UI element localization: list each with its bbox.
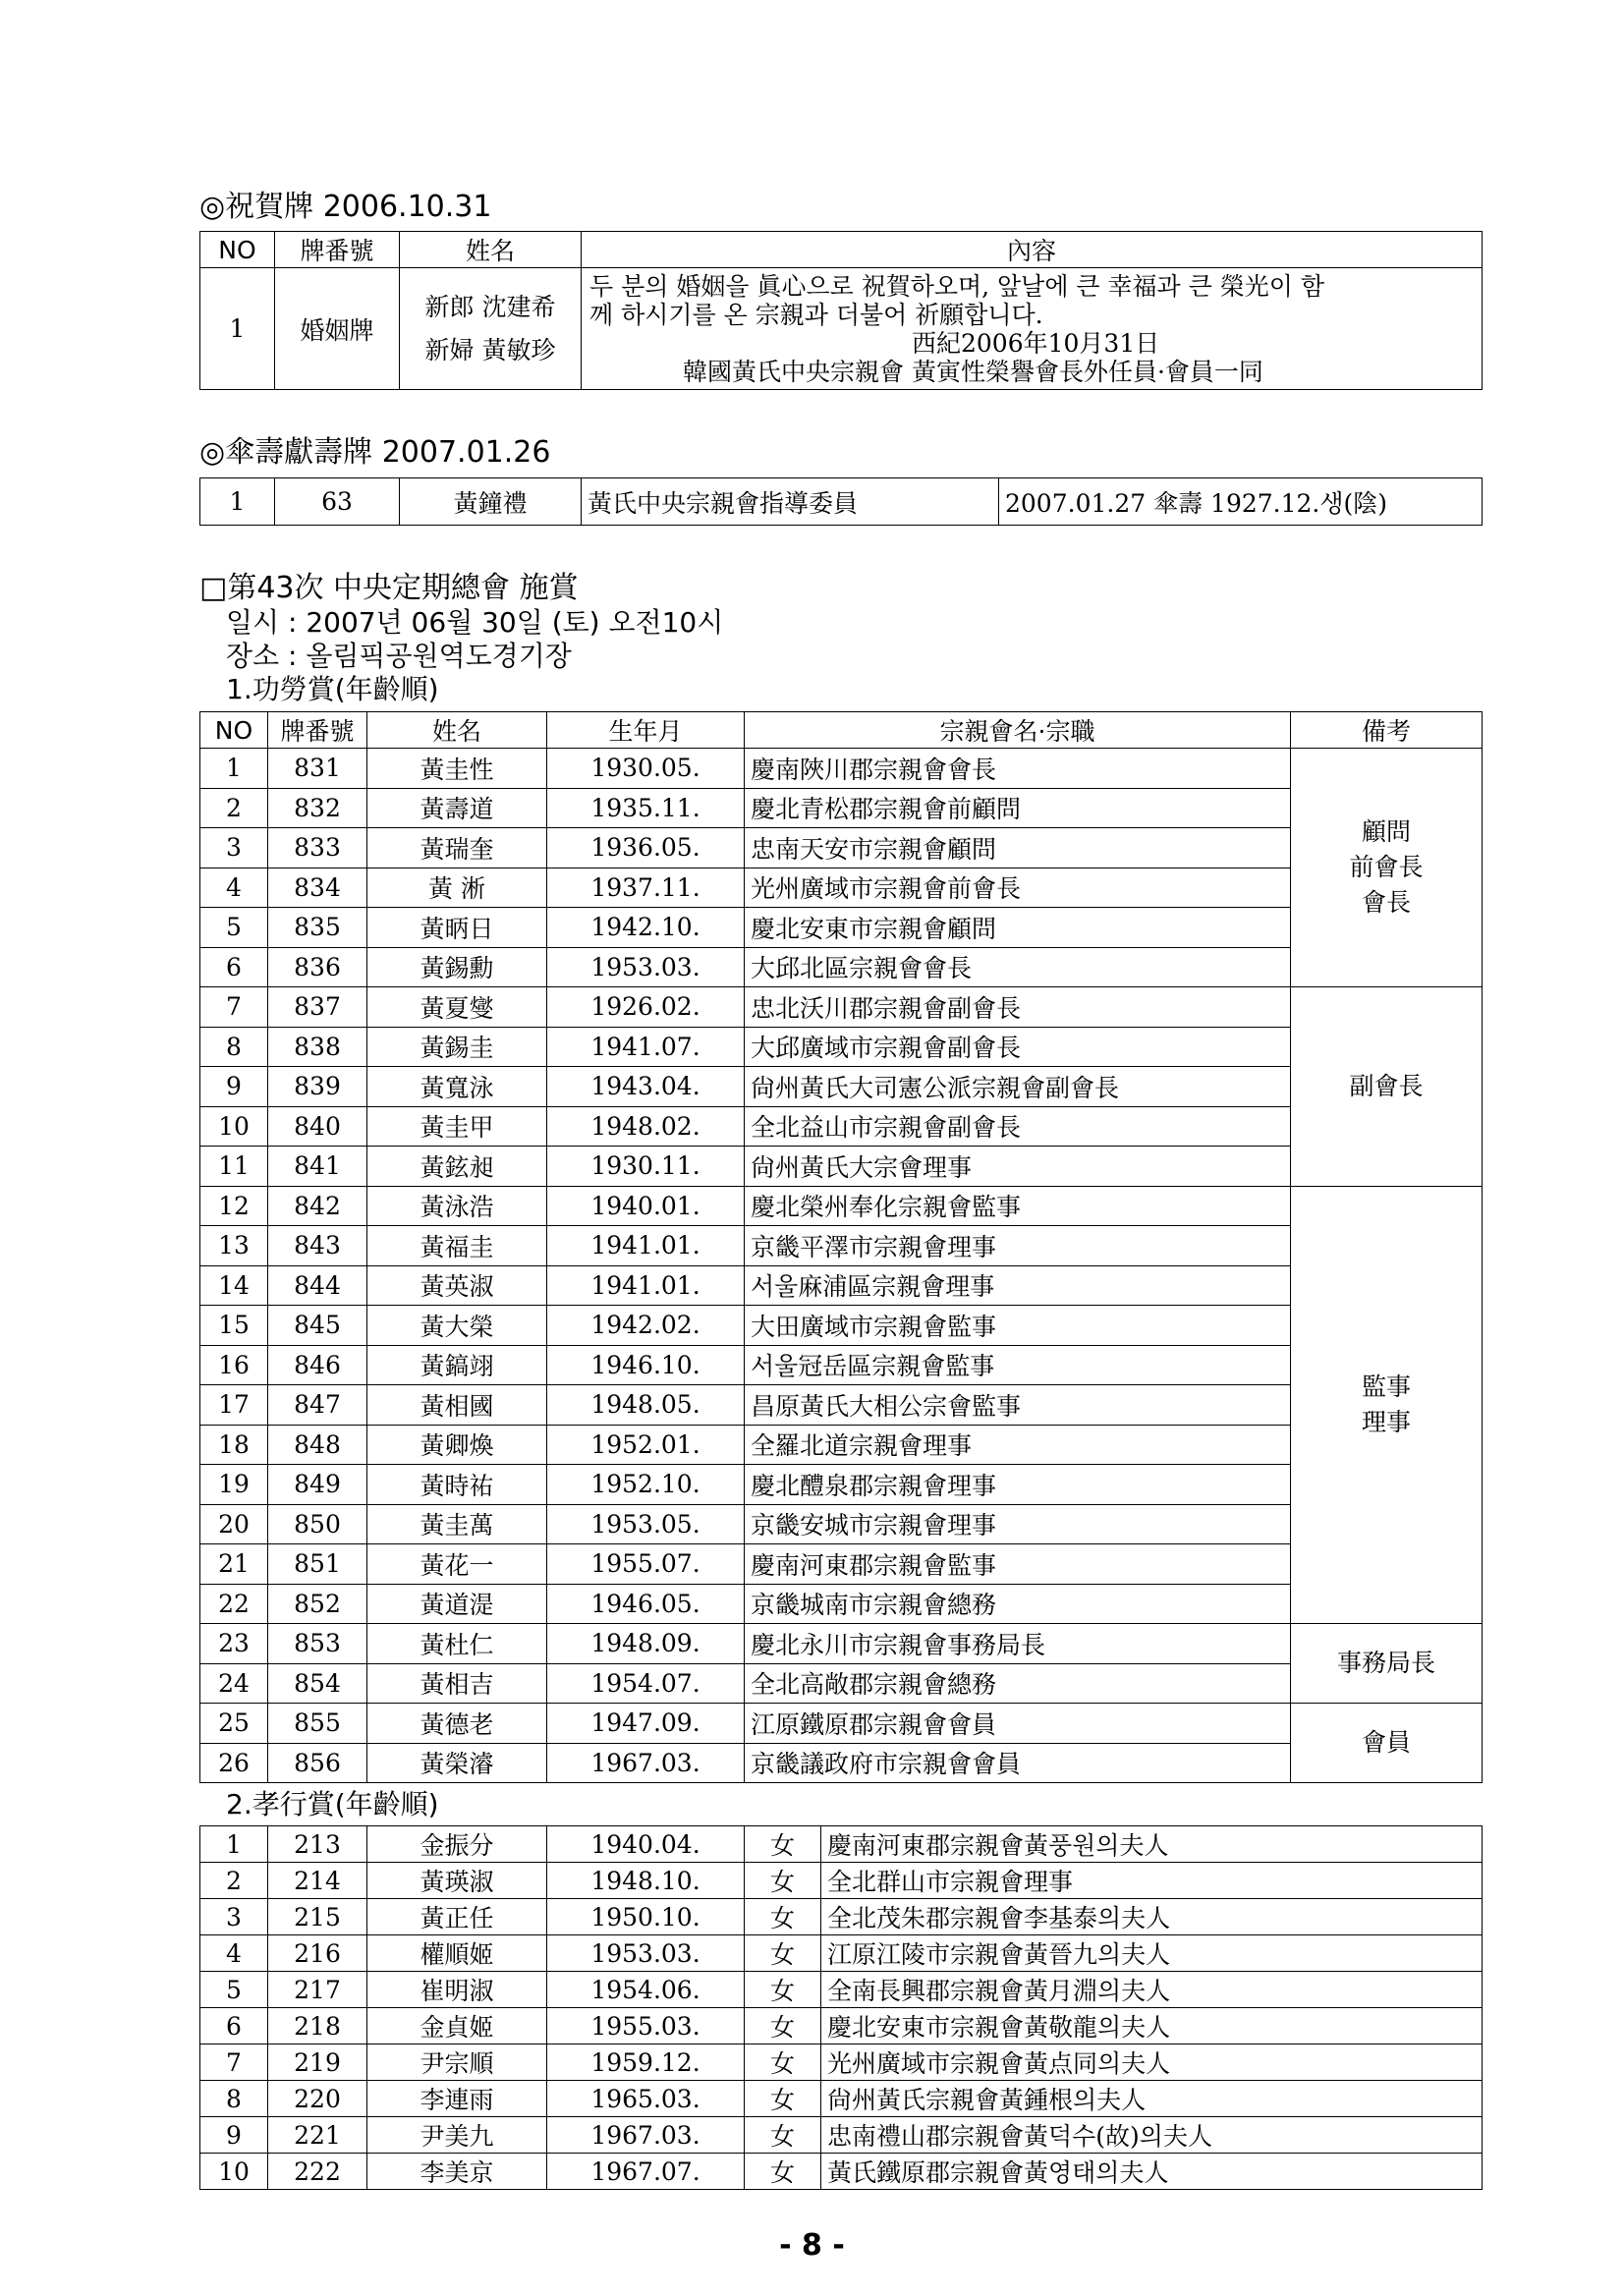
- cell-name: 黃圭性: [367, 749, 547, 789]
- table-row: [200, 1067, 1483, 1107]
- cell-plaque-no: 835: [268, 908, 367, 948]
- table-row: [200, 1972, 1483, 2008]
- cell-no: 12: [200, 1186, 268, 1226]
- cell-clan-position: 慶北榮州奉化宗親會監事: [745, 1186, 1291, 1226]
- cell-birth: 1940.04.: [547, 1826, 745, 1863]
- cell-name: 黃泳浩: [367, 1186, 547, 1226]
- cell-no: 1: [200, 1826, 268, 1863]
- cell-clan-position: 慶北醴泉郡宗親會理事: [745, 1465, 1291, 1505]
- cell-clan-position: 光州廣域市宗親會前會長: [745, 868, 1291, 908]
- cell-birth: 1954.06.: [547, 1972, 745, 2008]
- remark-line: 會長: [1361, 888, 1411, 917]
- cell-no: 1: [200, 478, 275, 526]
- cell-no: 3: [200, 1899, 268, 1935]
- cell-clan-position: 大田廣域市宗親會監事: [745, 1306, 1291, 1346]
- cell-clan-position: 尙州黃氏大宗會理事: [745, 1147, 1291, 1187]
- cell-names: [400, 268, 582, 390]
- table-row: [200, 2117, 1483, 2154]
- cell-no: 19: [200, 1465, 268, 1505]
- cell-gender: 女: [745, 2154, 821, 2190]
- cell-gender: 女: [745, 2008, 821, 2044]
- cell-plaque-no: 63: [275, 478, 400, 526]
- remark-line: 前會長: [1349, 853, 1424, 881]
- cell-name: 黃鎬翊: [367, 1345, 547, 1385]
- table-row: [200, 1826, 1483, 1863]
- congratulation-table: [199, 231, 1483, 390]
- cell-plaque-no: 836: [268, 947, 367, 987]
- cell-plaque-type: 婚姻牌: [275, 268, 400, 390]
- cell-name: 黃榮濬: [367, 1743, 547, 1783]
- cell-clan-position: 慶南河東郡宗親會黃풍원의夫人: [821, 1826, 1483, 1863]
- cell-clan-position: 慶南河東郡宗親會監事: [745, 1544, 1291, 1585]
- cell-name: 金振分: [367, 1826, 547, 1863]
- cell-birth: 1948.05.: [547, 1385, 745, 1426]
- cell-clan-position: 全北高敞郡宗親會總務: [745, 1663, 1291, 1704]
- cell-name: 黃卿煥: [367, 1425, 547, 1465]
- cell-no: 2: [200, 788, 268, 828]
- cell-clan-position: 慶北安東市宗親會顧問: [745, 908, 1291, 948]
- cell-birth: 1950.10.: [547, 1899, 745, 1935]
- cell-birth: 1952.01.: [547, 1425, 745, 1465]
- table-row: [200, 1385, 1483, 1426]
- table-row: [200, 1306, 1483, 1346]
- cell-clan-position: 忠北沃川郡宗親會副會長: [745, 987, 1291, 1028]
- cell-name: 尹美九: [367, 2117, 547, 2154]
- cell-clan-position: 서울冠岳區宗親會監事: [745, 1345, 1291, 1385]
- content-signature: 韓國黃氏中央宗親會 黃寅性榮譽會長外任員·會員一同: [683, 357, 1263, 386]
- cell-birth: 1941.01.: [547, 1265, 745, 1306]
- cell-no: 15: [200, 1306, 268, 1346]
- cell-no: 2: [200, 1863, 268, 1899]
- table-row: [200, 1106, 1483, 1147]
- cell-birth: 1948.02.: [547, 1106, 745, 1147]
- cell-name: 金貞姬: [367, 2008, 547, 2044]
- table-row: [200, 1935, 1483, 1972]
- cell-plaque-no: 221: [268, 2117, 367, 2154]
- cell-birth: 1955.03.: [547, 2008, 745, 2044]
- cell-plaque-no: 853: [268, 1624, 367, 1664]
- cell-plaque-no: 843: [268, 1226, 367, 1266]
- cell-plaque-no: 841: [268, 1147, 367, 1187]
- cell-no: 20: [200, 1504, 268, 1544]
- cell-no: 9: [200, 2117, 268, 2154]
- cell-clan-position: 黃氏鐵原郡宗親會黃영태의夫人: [821, 2154, 1483, 2190]
- event-place: 장소 : 올림픽공원역도경기장: [226, 640, 572, 672]
- cell-clan-position: 光州廣域市宗親會黃点同의夫人: [821, 2044, 1483, 2081]
- table-row: [200, 1663, 1483, 1704]
- cell-no: 21: [200, 1544, 268, 1585]
- cell-clan-position: 京畿議政府市宗親會會員: [745, 1743, 1291, 1783]
- table-row: [200, 1584, 1483, 1624]
- cell-plaque-no: 856: [268, 1743, 367, 1783]
- cell-no: 9: [200, 1067, 268, 1107]
- cell-birth: 1930.11.: [547, 1147, 745, 1187]
- cell-no: 16: [200, 1345, 268, 1385]
- subsection-filial-award: 2.孝行賞(年齡順): [226, 1788, 439, 1820]
- section-title-awards: □第43次 中央定期總會 施賞: [199, 571, 579, 605]
- cell-no: 26: [200, 1743, 268, 1783]
- cell-clan-position: 江原江陵市宗親會黃晉九의夫人: [821, 1935, 1483, 1972]
- cell-plaque-no: 844: [268, 1265, 367, 1306]
- table-row: [200, 947, 1483, 987]
- cell-no: 14: [200, 1265, 268, 1306]
- bride-name: 新婦 黃敏珍: [424, 335, 556, 364]
- cell-clan-position: 京畿安城市宗親會理事: [745, 1504, 1291, 1544]
- cell-no: 11: [200, 1147, 268, 1187]
- cell-plaque-no: 218: [268, 2008, 367, 2044]
- table-row: [200, 828, 1483, 868]
- cell-plaque-no: 855: [268, 1704, 367, 1744]
- cell-birth: 1965.03.: [547, 2081, 745, 2117]
- cell-name: 權順姬: [367, 1935, 547, 1972]
- cell-clan-position: 忠南天安市宗親會顧問: [745, 828, 1291, 868]
- cell-birth: 1959.12.: [547, 2044, 745, 2081]
- cell-no: 3: [200, 828, 268, 868]
- cell-clan-position: 大邱廣域市宗親會副會長: [745, 1027, 1291, 1067]
- cell-plaque-no: 219: [268, 2044, 367, 2081]
- cell-clan-position: 全北益山市宗親會副會長: [745, 1106, 1291, 1147]
- cell-plaque-no: 854: [268, 1663, 367, 1704]
- cell-name: 黃杜仁: [367, 1624, 547, 1664]
- longevity-table: [199, 477, 1483, 526]
- cell-plaque-no: 220: [268, 2081, 367, 2117]
- table-row: [200, 1345, 1483, 1385]
- cell-plaque-no: 845: [268, 1306, 367, 1346]
- cell-plaque-no: 216: [268, 1935, 367, 1972]
- table-row: [200, 1465, 1483, 1505]
- cell-name: 黃錫圭: [367, 1027, 547, 1067]
- cell-clan-position: 全羅北道宗親會理事: [745, 1425, 1291, 1465]
- cell-plaque-no: 846: [268, 1345, 367, 1385]
- cell-name: 李美京: [367, 2154, 547, 2190]
- cell-plaque-no: 222: [268, 2154, 367, 2190]
- cell-name: 黃花一: [367, 1544, 547, 1585]
- table-row: [200, 1544, 1483, 1585]
- cell-gender: 女: [745, 2081, 821, 2117]
- cell-birth: 1967.03.: [547, 1743, 745, 1783]
- cell-birth: 1940.01.: [547, 1186, 745, 1226]
- cell-name: 黃大榮: [367, 1306, 547, 1346]
- event-date: 일시 : 2007년 06월 30일 (토) 오전10시: [226, 606, 724, 639]
- table-row: [200, 1226, 1483, 1266]
- cell-birth: 1946.05.: [547, 1584, 745, 1624]
- cell-no: 8: [200, 2081, 268, 2117]
- cell-plaque-no: 832: [268, 788, 367, 828]
- header-plaque-no: 牌番號: [268, 712, 367, 749]
- cell-remarks: [1291, 749, 1483, 987]
- cell-plaque-no: 213: [268, 1826, 367, 1863]
- cell-plaque-no: 847: [268, 1385, 367, 1426]
- cell-clan-position: 大邱北區宗親會會長: [745, 947, 1291, 987]
- cell-plaque-no: 837: [268, 987, 367, 1028]
- cell-birth: 1936.05.: [547, 828, 745, 868]
- cell-no: 25: [200, 1704, 268, 1744]
- cell-birth: 1935.11.: [547, 788, 745, 828]
- cell-name: 黃瑛淑: [367, 1863, 547, 1899]
- cell-clan-position: 慶北永川市宗親會事務局長: [745, 1624, 1291, 1664]
- header-remarks: 備考: [1291, 712, 1483, 749]
- cell-no: 10: [200, 2154, 268, 2190]
- cell-birth: 1955.07.: [547, 1544, 745, 1585]
- cell-gender: 女: [745, 1863, 821, 1899]
- cell-clan-position: 江原鐵原郡宗親會會員: [745, 1704, 1291, 1744]
- cell-remarks: 事務局長: [1291, 1624, 1483, 1704]
- cell-clan-position: 京畿城南市宗親會總務: [745, 1584, 1291, 1624]
- cell-clan-position: 서울麻浦區宗親會理事: [745, 1265, 1291, 1306]
- cell-birth: 1953.03.: [547, 1935, 745, 1972]
- cell-birth: 1967.07.: [547, 2154, 745, 2190]
- cell-no: 10: [200, 1106, 268, 1147]
- table-row: [200, 749, 1483, 789]
- cell-birth: 1926.02.: [547, 987, 745, 1028]
- content-line-2: 께 하시기를 온 宗親과 더불어 祈願합니다.: [589, 300, 1043, 329]
- table-row: [200, 1704, 1483, 1744]
- table-row: [200, 1265, 1483, 1306]
- table-row: [200, 1425, 1483, 1465]
- table-row: [200, 788, 1483, 828]
- cell-name: 黃德老: [367, 1704, 547, 1744]
- cell-no: 7: [200, 2044, 268, 2081]
- cell-birth: 1941.01.: [547, 1226, 745, 1266]
- table-row: [200, 1147, 1483, 1187]
- cell-content: [582, 268, 1483, 390]
- table-row: [200, 1624, 1483, 1664]
- cell-gender: 女: [745, 2044, 821, 2081]
- cell-birth: 1946.10.: [547, 1345, 745, 1385]
- cell-no: 6: [200, 947, 268, 987]
- header-no: NO: [200, 712, 268, 749]
- cell-no: 6: [200, 2008, 268, 2044]
- cell-plaque-no: 850: [268, 1504, 367, 1544]
- header-birth: 生年月: [547, 712, 745, 749]
- cell-clan-position: 全南長興郡宗親會黃月淵의夫人: [821, 1972, 1483, 2008]
- page-number: - 8 -: [779, 2228, 845, 2263]
- remark-line: 監事: [1361, 1372, 1411, 1401]
- cell-name: 李連雨: [367, 2081, 547, 2117]
- cell-no: 13: [200, 1226, 268, 1266]
- table-row: [200, 1027, 1483, 1067]
- cell-remarks: 會員: [1291, 1704, 1483, 1783]
- cell-plaque-no: 831: [268, 749, 367, 789]
- cell-no: 7: [200, 987, 268, 1028]
- groom-name: 新郎 沈建希: [424, 292, 556, 321]
- cell-plaque-no: 217: [268, 1972, 367, 2008]
- cell-no: 17: [200, 1385, 268, 1426]
- cell-name: 黃英淑: [367, 1265, 547, 1306]
- cell-birth: 1943.04.: [547, 1067, 745, 1107]
- merit-award-table: [199, 711, 1483, 1783]
- cell-clan-position: 昌原黃氏大相公宗會監事: [745, 1385, 1291, 1426]
- table-row: [200, 2081, 1483, 2117]
- cell-plaque-no: 849: [268, 1465, 367, 1505]
- cell-name: 黃時祐: [367, 1465, 547, 1505]
- cell-no: 24: [200, 1663, 268, 1704]
- cell-no: 5: [200, 1972, 268, 2008]
- cell-no: 4: [200, 868, 268, 908]
- cell-no: 1: [200, 749, 268, 789]
- cell-plaque-no: 214: [268, 1863, 367, 1899]
- cell-clan-position: 慶北安東市宗親會黃敬龍의夫人: [821, 2008, 1483, 2044]
- table-row: [200, 1504, 1483, 1544]
- cell-name: 黃圭甲: [367, 1106, 547, 1147]
- table-row: [200, 868, 1483, 908]
- cell-name: 黃寬泳: [367, 1067, 547, 1107]
- cell-name: 尹宗順: [367, 2044, 547, 2081]
- cell-birth: 1948.09.: [547, 1624, 745, 1664]
- cell-remarks: [1291, 1186, 1483, 1624]
- header-no: NO: [200, 232, 275, 268]
- cell-no: 23: [200, 1624, 268, 1664]
- cell-name: 黃 淅: [367, 868, 547, 908]
- header-name: 姓名: [400, 232, 582, 268]
- table-row: [200, 987, 1483, 1028]
- cell-name: 黃圭萬: [367, 1504, 547, 1544]
- cell-name: 黃道湜: [367, 1584, 547, 1624]
- cell-name: 黃相吉: [367, 1663, 547, 1704]
- cell-plaque-no: 833: [268, 828, 367, 868]
- cell-plaque-no: 838: [268, 1027, 367, 1067]
- cell-plaque-no: 834: [268, 868, 367, 908]
- cell-no: 22: [200, 1584, 268, 1624]
- cell-clan-position: 慶北青松郡宗親會前顧問: [745, 788, 1291, 828]
- cell-birth: 1967.03.: [547, 2117, 745, 2154]
- cell-no: 8: [200, 1027, 268, 1067]
- cell-birth: 1942.02.: [547, 1306, 745, 1346]
- cell-plaque-no: 852: [268, 1584, 367, 1624]
- cell-remarks: 副會長: [1291, 987, 1483, 1187]
- cell-gender: 女: [745, 1826, 821, 1863]
- cell-gender: 女: [745, 1935, 821, 1972]
- cell-birth: 1941.07.: [547, 1027, 745, 1067]
- cell-name: 黃鉉昶: [367, 1147, 547, 1187]
- cell-position: 黃氏中央宗親會指導委員: [582, 478, 999, 526]
- table-row: [200, 2044, 1483, 2081]
- cell-clan-position: 慶南陜川郡宗親會會長: [745, 749, 1291, 789]
- cell-name: 黃夏燮: [367, 987, 547, 1028]
- cell-clan-position: 尙州黃氏大司憲公派宗親會副會長: [745, 1067, 1291, 1107]
- table-row: [200, 1186, 1483, 1226]
- cell-plaque-no: 848: [268, 1425, 367, 1465]
- cell-plaque-no: 842: [268, 1186, 367, 1226]
- cell-name: 黃昞日: [367, 908, 547, 948]
- cell-no: 18: [200, 1425, 268, 1465]
- cell-no: 1: [200, 268, 275, 390]
- cell-birth: 1942.10.: [547, 908, 745, 948]
- header-content: 內容: [582, 232, 1483, 268]
- cell-note: 2007.01.27 傘壽 1927.12.생(陰): [999, 478, 1483, 526]
- cell-name: 黃正任: [367, 1899, 547, 1935]
- header-name: 姓名: [367, 712, 547, 749]
- remark-line: 理事: [1361, 1407, 1411, 1436]
- cell-gender: 女: [745, 1899, 821, 1935]
- cell-gender: 女: [745, 1972, 821, 2008]
- cell-birth: 1947.09.: [547, 1704, 745, 1744]
- cell-no: 4: [200, 1935, 268, 1972]
- table-row: [200, 1863, 1483, 1899]
- cell-birth: 1952.10.: [547, 1465, 745, 1505]
- cell-clan-position: 全北群山市宗親會理事: [821, 1863, 1483, 1899]
- cell-name: 黃瑞奎: [367, 828, 547, 868]
- cell-clan-position: 全北茂朱郡宗親會李基泰의夫人: [821, 1899, 1483, 1935]
- header-clan-position: 宗親會名·宗職: [745, 712, 1291, 749]
- subsection-merit-award: 1.功勞賞(年齡順): [226, 673, 439, 705]
- cell-no: 5: [200, 908, 268, 948]
- table-row: [200, 1743, 1483, 1783]
- section-title-longevity: ◎傘壽獻壽牌 2007.01.26: [199, 435, 551, 470]
- cell-name: 黃鐘禮: [400, 478, 582, 526]
- cell-plaque-no: 839: [268, 1067, 367, 1107]
- table-row: [200, 2154, 1483, 2190]
- cell-birth: 1953.05.: [547, 1504, 745, 1544]
- filial-award-table: [199, 1825, 1483, 2190]
- table-row: [200, 2008, 1483, 2044]
- remark-line: 顧問: [1361, 817, 1411, 846]
- cell-birth: 1953.03.: [547, 947, 745, 987]
- cell-birth: 1954.07.: [547, 1663, 745, 1704]
- header-plaque-no: 牌番號: [275, 232, 400, 268]
- cell-birth: 1937.11.: [547, 868, 745, 908]
- cell-birth: 1948.10.: [547, 1863, 745, 1899]
- cell-clan-position: 尙州黃氏宗親會黃鍾根의夫人: [821, 2081, 1483, 2117]
- content-date: 西紀2006年10月31日: [912, 328, 1160, 358]
- cell-name: 崔明淑: [367, 1972, 547, 2008]
- cell-name: 黃相國: [367, 1385, 547, 1426]
- cell-plaque-no: 840: [268, 1106, 367, 1147]
- cell-clan-position: 忠南禮山郡宗親會黃덕수(故)의夫人: [821, 2117, 1483, 2154]
- table-row: [200, 908, 1483, 948]
- cell-name: 黃壽道: [367, 788, 547, 828]
- content-line-1: 두 분의 婚姻을 眞心으로 祝賀하오며, 앞날에 큰 幸福과 큰 榮光이 함: [589, 271, 1324, 301]
- table-row: [200, 1899, 1483, 1935]
- cell-name: 黃錫勳: [367, 947, 547, 987]
- cell-gender: 女: [745, 2117, 821, 2154]
- cell-plaque-no: 851: [268, 1544, 367, 1585]
- cell-name: 黃福圭: [367, 1226, 547, 1266]
- section-title-congratulation: ◎祝賀牌 2006.10.31: [199, 190, 492, 224]
- cell-plaque-no: 215: [268, 1899, 367, 1935]
- cell-clan-position: 京畿平澤市宗親會理事: [745, 1226, 1291, 1266]
- cell-birth: 1930.05.: [547, 749, 745, 789]
